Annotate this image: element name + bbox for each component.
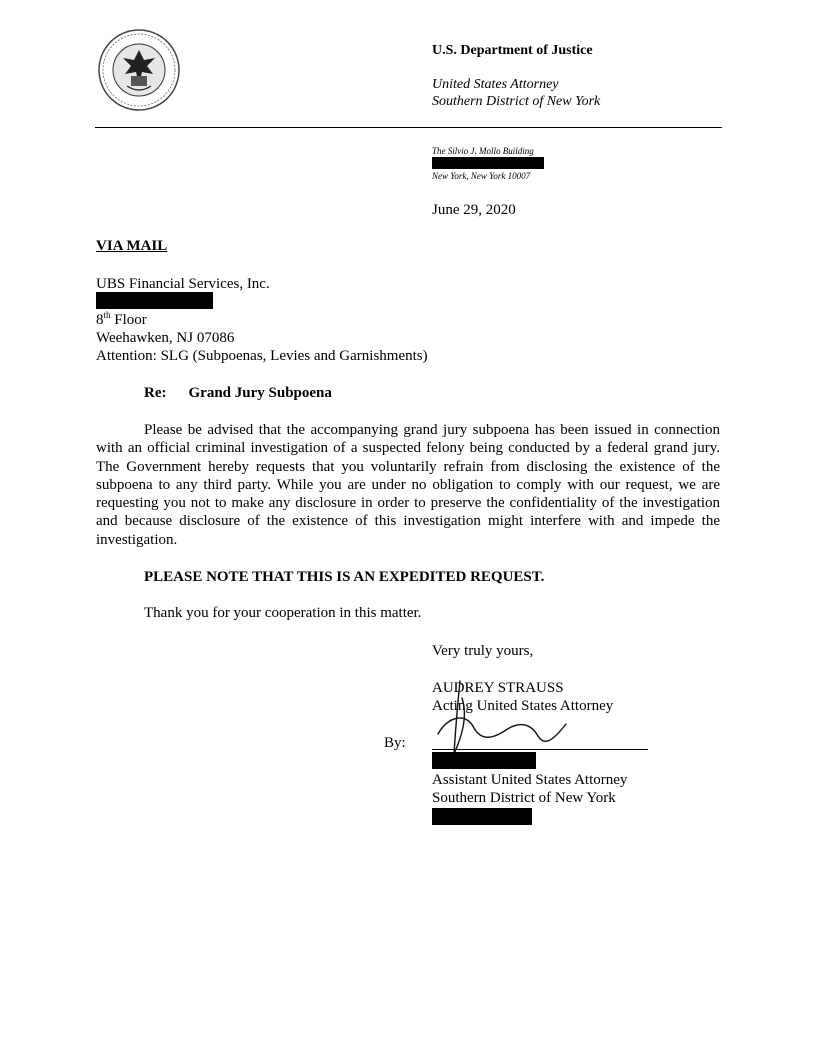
office-block [432,76,600,110]
ausa-block [432,771,627,807]
district-line: Southern District of New York [432,94,601,109]
recipient-city: Weehawken, NJ 07086 [96,330,235,346]
recipient-floor: 8th Floor [96,310,147,328]
building-city: New York, New York 10007 [432,171,531,181]
signer-name: AUDREY STRAUSS [432,680,564,696]
thanks-line: Thank you for your cooperation in this matter. [144,605,422,621]
redaction-box [432,157,544,169]
re-line [144,385,332,402]
recipient-attention: Attention: SLG (Subpoenas, Levies and Garnishments) [96,348,428,364]
body-paragraph: Please be advised that the accompanying grand jury subpoena has been issued in connection with an official criminal investigation of a suspected felony being conducted by a federal grand jury. The Government hereby requests that you voluntarily refrain from disclosing the existence of the subpoena to any third party. While you are under no obligation to comply with our request, we are requesting you not to make any disclosure in order to preserve the confidentiality of the investigation and because disclosure of the existence of this investigation might interfere with and impede the investigation. [96,422,720,548]
handwritten-signature [432,676,582,758]
delivery-method: VIA MAIL [96,238,168,254]
re-subject: Grand Jury Subpoena [188,385,332,401]
letterhead-divider [95,127,722,128]
letter-date: June 29, 2020 [432,202,516,218]
redaction-box [432,752,536,769]
redaction-box [96,292,213,309]
re-label: Re: [144,385,167,401]
expedited-note: PLEASE NOTE THAT THIS IS AN EXPEDITED REQUEST. [144,569,545,585]
doj-seal [97,28,181,112]
redaction-box [432,808,532,825]
office-line: United States Attorney [432,77,559,92]
ausa-title: Assistant United States Attorney [432,772,628,788]
by-label: By: [384,735,406,751]
signer-title: Acting United States Attorney [432,698,614,714]
recipient-name: UBS Financial Services, Inc. [96,276,270,292]
agency-name: U.S. Department of Justice [432,43,593,58]
ausa-district: Southern District of New York [432,790,616,806]
building-name: The Silvio J. Mollo Building [432,146,534,156]
closing: Very truly yours, [432,643,534,659]
